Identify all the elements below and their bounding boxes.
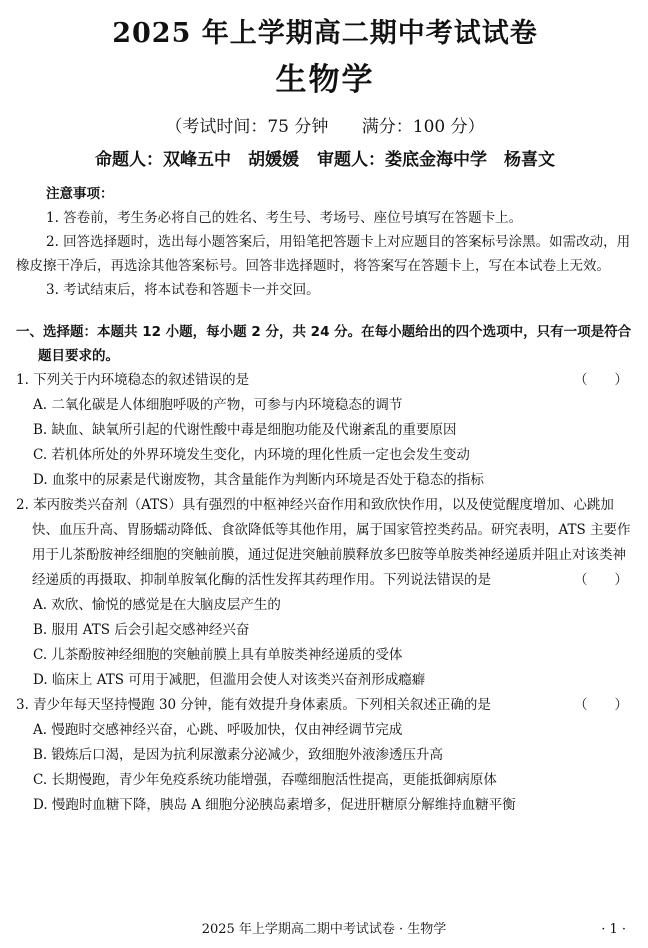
page-number: · 1 ·: [601, 922, 626, 937]
option-b: B. 锻炼后口渴，是因为抗利尿激素分泌减少，致细胞外液渗透压升高: [33, 747, 444, 763]
notice-item-3: 3. 考试结束后，将本试卷和答题卡一并交回。: [46, 282, 320, 298]
answer-blank: （ ）: [574, 572, 628, 588]
answer-blank: （ ）: [574, 372, 628, 388]
question-text: 1. 下列关于内环境稳态的叙述错误的是: [16, 372, 250, 388]
option-d: D. 血浆中的尿素是代谢废物，其含量能作为判断内环境是否处于稳态的指标: [33, 472, 484, 488]
answer-blank: （ ）: [574, 697, 628, 713]
question-stem: [16, 368, 634, 393]
subject-title: 生物学: [275, 62, 375, 98]
option-d: D. 慢跑时血糖下降，胰岛 A 细胞分泌胰岛素增多，促进肝糖原分解维持血糖平衡: [33, 797, 516, 813]
option-b: B. 服用 ATS 后会引起交感神经兴奋: [33, 622, 250, 638]
question-stem: 2. 苯丙胺类兴奋剂（ATS）具有强烈的中枢神经兴奋作用和致欣快作用，以及使觉醒度增加、心跳加快、血压升高、胃肠蠕动降低、食欲降低等其他作用，属于国家管控类药品。研究表明，ATS 主要作用于儿茶酚胺神经细胞的突触前膜，通过促进突触前膜释放多巴胺等单胺类神经递质并阻止对该类神经递质的再摄取、抑制单胺氧化酶的活性发挥其药理作用。下列说法错误的是: [16, 497, 631, 588]
notice-item-2: 2. 回答选择题时，选出每小题答案后，用铅笔把答题卡上对应题目的答案标号涂黑。如需改动，用橡皮擦干净后，再选涂其他答案标号。回答非选择题时，将答案写在答题卡上，写在本试卷上无效。: [16, 234, 631, 274]
option-a: A. 慢跑时交感神经兴奋，心跳、呼吸加快，仅由神经调节完成: [33, 722, 403, 738]
option-a: A. 欢欣、愉悦的感觉是在大脑皮层产生的: [33, 597, 281, 613]
answer-blank-line: [16, 568, 634, 593]
exam-score: 满分：100 分）: [361, 117, 485, 137]
option-b: B. 缺血、缺氧所引起的代谢性酸中毒是细胞功能及代谢紊乱的重要原因: [33, 422, 457, 438]
option-c: C. 若机体所处的外界环境发生变化，内环境的理化性质一定也会发生变动: [33, 447, 470, 463]
section-heading: 一、选择题：本题共 12 小题，每小题 2 分，共 24 分。在每小题给出的四个选项中，只有一项是符合题目要求的。: [16, 324, 632, 364]
question-stem: [16, 693, 634, 718]
option-c: C. 长期慢跑，青少年免疫系统功能增强，吞噬细胞活性提高，更能抵御病原体: [33, 772, 497, 788]
reviewer: 审题人：娄底金海中学 杨喜文: [316, 150, 555, 170]
option-d: D. 临床上 ATS 可用于减肥，但滥用会使人对该类兴奋剂形成瘾癖: [33, 672, 426, 688]
exam-info: [16, 110, 634, 144]
question-1: [16, 368, 634, 493]
spacer: [16, 302, 634, 320]
option-a: A. 二氧化碳是人体细胞呼吸的产物，可参与内环境稳态的调节: [33, 397, 403, 413]
notice-item-1: 1. 答卷前，考生务必将自己的姓名、考生号、考场号、座位号填写在答题卡上。: [46, 210, 523, 226]
exam-time: （考试时间：75 分钟: [165, 117, 329, 137]
question-2: [16, 493, 634, 693]
notice-title: 注意事项：: [46, 186, 114, 202]
question-text: 3. 青少年每天坚持慢跑 30 分钟，能有效提升身体素质。下列相关叙述正确的是: [16, 697, 491, 713]
option-c: C. 儿茶酚胺神经细胞的突触前膜上具有单胺类神经递质的受体: [33, 647, 403, 663]
authors: [16, 144, 634, 176]
page-footer: [0, 920, 648, 940]
exam-title: 2025 年上学期高二期中考试试卷: [112, 18, 538, 49]
question-3: [16, 693, 634, 818]
setter: 命题人：双峰五中 胡媛媛: [95, 150, 300, 170]
footer-title: 2025 年上学期高二期中考试试卷 · 生物学: [201, 922, 447, 937]
